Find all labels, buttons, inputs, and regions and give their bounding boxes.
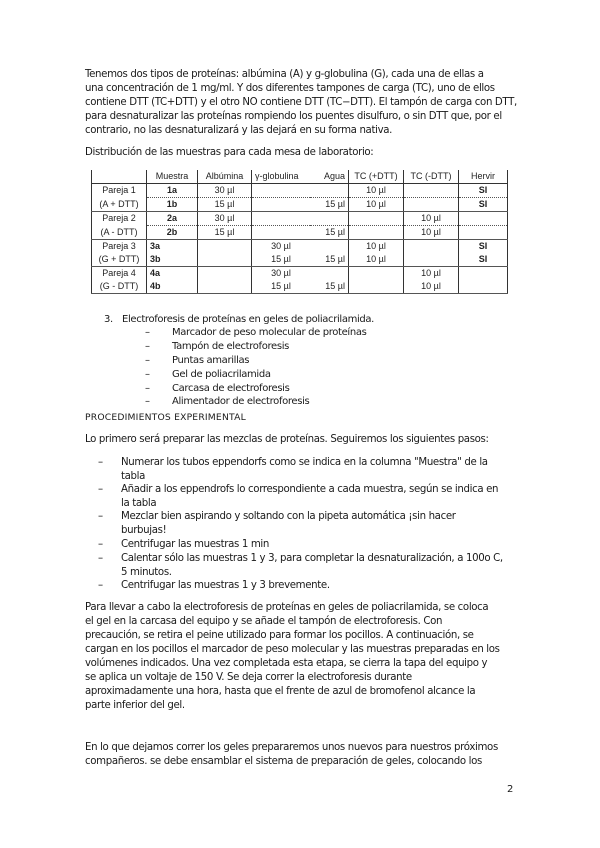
step-line: tabla: [121, 470, 146, 482]
cell-muestra: 3a: [147, 240, 198, 254]
material-text: Alimentador de electroforesis: [172, 396, 310, 407]
cell-agua: 15 µl: [310, 253, 349, 267]
header-agua: Agua: [310, 170, 349, 184]
cell-hervir: SI: [459, 253, 508, 267]
final-paragraph: [85, 741, 515, 769]
pair-label: Pareja 3: [92, 240, 147, 254]
cell-albumina: [198, 267, 252, 281]
text-line: el gel en la carcasa del equipo y se añade el tampón de electroforesis. Con: [85, 616, 443, 627]
material-text: Puntas amarillas: [172, 355, 250, 366]
cell-albumina: [198, 280, 252, 294]
cell-globulina: [252, 212, 311, 226]
text-line: parte inferior del gel.: [85, 700, 185, 711]
table-row: [92, 280, 508, 294]
cell-hervir: [459, 267, 508, 281]
list-number: 3.: [104, 314, 113, 325]
step-line: Añadir a los eppendrofs lo correspondiente a cada muestra, según se indica en: [121, 484, 499, 495]
text-line: En lo que dejamos correr los geles prepararemos unos nuevos para nuestros próximos: [85, 742, 498, 753]
material-text: Marcador de peso molecular de proteínas: [172, 327, 367, 338]
cell-tc-plus: [349, 226, 404, 240]
cell-tc-plus: 10 µl: [349, 253, 404, 267]
text-line: una concentración de 1 mg/ml. Y dos diferentes tampones de carga (TC), uno de ellos: [85, 83, 495, 94]
text-line: aproximadamente una hora, hasta que el frente de azul de bromofenol alcance la: [85, 686, 476, 697]
header-hervir: Hervir: [459, 170, 508, 184]
step-line: 5 minutos.: [121, 566, 172, 578]
cell-agua: 15 µl: [310, 226, 349, 240]
step-text: [121, 483, 498, 510]
step-line: Mezclar bien aspirando y soltando con la pipeta automática ¡sin hacer: [121, 511, 456, 522]
step-text: [121, 538, 269, 552]
cell-muestra: 4b: [147, 280, 198, 294]
cell-agua: [310, 267, 349, 281]
dash-bullet: –: [145, 355, 150, 366]
cell-globulina: [252, 198, 311, 212]
header-tc-plus-dtt: TC (+DTT): [349, 170, 404, 184]
section-heading: PROCEDIMIENTOS EXPERIMENTAL: [85, 412, 246, 423]
table-row: [92, 253, 508, 267]
text-line: se aplica un voltaje de 150 V. Se deja correr la electroforesis durante: [85, 672, 412, 683]
table-row: [92, 212, 508, 226]
table-row: [92, 198, 508, 212]
table-row: [92, 226, 508, 240]
dash-bullet: –: [145, 341, 150, 352]
header-globulina: γ-globulina: [252, 170, 311, 184]
step-line: Centrifugar las muestras 1 y 3 brevemente.: [121, 580, 330, 591]
table-header-row: [92, 170, 508, 184]
text-line: compañeros. se debe ensamblar el sistema de preparación de geles, colocando los: [85, 756, 482, 767]
dash-bullet: –: [98, 484, 103, 495]
condition-label: (G - DTT): [92, 280, 147, 294]
page-number: 2: [507, 784, 514, 795]
cell-globulina: [252, 184, 311, 198]
step-text: [121, 552, 503, 579]
cell-tc-minus: 10 µl: [404, 280, 459, 294]
intro-paragraph: [85, 68, 515, 138]
cell-hervir: [459, 226, 508, 240]
material-text: Gel de poliacrilamida: [172, 369, 271, 380]
cell-muestra: 2a: [147, 212, 198, 226]
cell-globulina: 15 µl: [252, 280, 311, 294]
cell-tc-plus: [349, 212, 404, 226]
material-text: Tampón de electroforesis: [172, 341, 289, 352]
cell-muestra: 4a: [147, 267, 198, 281]
cell-muestra: 1a: [147, 184, 198, 198]
header-cell-empty: [92, 170, 147, 184]
cell-tc-minus: [404, 240, 459, 254]
header-tc-minus-dtt: TC (-DTT): [404, 170, 459, 184]
cell-hervir: [459, 212, 508, 226]
cell-tc-plus: [349, 280, 404, 294]
cell-tc-plus: 10 µl: [349, 198, 404, 212]
text-line: cargan en los pocillos el marcador de peso molecular y las muestras preparadas en los: [85, 644, 500, 655]
sample-distribution-table: [91, 170, 508, 294]
step-text: [121, 456, 488, 483]
cell-muestra: 3b: [147, 253, 198, 267]
cell-agua: [310, 184, 349, 198]
cell-tc-plus: 10 µl: [349, 240, 404, 254]
condition-label: (A - DTT): [92, 226, 147, 240]
text-line: Para llevar a cabo la electroforesis de proteínas en geles de poliacrilamida, se coloca: [85, 602, 489, 613]
cell-hervir: [459, 280, 508, 294]
dash-bullet: –: [98, 553, 103, 564]
header-muestra: Muestra: [147, 170, 198, 184]
cell-tc-plus: 10 µl: [349, 184, 404, 198]
step-text: [121, 579, 330, 593]
cell-globulina: [252, 226, 311, 240]
cell-globulina: 30 µl: [252, 267, 311, 281]
cell-agua: [310, 212, 349, 226]
cell-globulina: 30 µl: [252, 240, 311, 254]
cell-tc-minus: 10 µl: [404, 212, 459, 226]
dash-bullet: –: [145, 327, 150, 338]
step-line: Centrifugar las muestras 1 min: [121, 539, 270, 550]
material-text: Carcasa de electroforesis: [172, 383, 290, 394]
cell-muestra: 2b: [147, 226, 198, 240]
condition-label: (A + DTT): [92, 198, 147, 212]
dash-bullet: –: [145, 383, 150, 394]
cell-hervir: SI: [459, 240, 508, 254]
text-line: para desnaturalizar las proteínas rompiendo los puentes disulfuro, o sin DTT que, por el: [85, 111, 502, 122]
step-line: burbujas!: [121, 524, 167, 536]
dash-bullet: –: [98, 580, 103, 591]
cell-agua: 15 µl: [310, 198, 349, 212]
text-line: Tenemos dos tipos de proteínas: albúmina (A) y g-globulina (G), cada una de ellas a: [85, 69, 484, 80]
procedure-intro: Lo primero será preparar las mezclas de proteínas. Seguiremos los siguientes pasos:: [85, 434, 489, 445]
cell-albumina: 15 µl: [198, 198, 252, 212]
cell-hervir: SI: [459, 184, 508, 198]
cell-albumina: 30 µl: [198, 184, 252, 198]
cell-tc-minus: 10 µl: [404, 226, 459, 240]
dash-bullet: –: [98, 457, 103, 468]
cell-tc-plus: [349, 267, 404, 281]
cell-agua: [310, 240, 349, 254]
dash-bullet: –: [98, 539, 103, 550]
cell-albumina: 30 µl: [198, 212, 252, 226]
table-row: [92, 267, 508, 281]
pair-label: Pareja 1: [92, 184, 147, 198]
condition-label: (G + DTT): [92, 253, 147, 267]
dash-bullet: –: [145, 369, 150, 380]
step-line: la tabla: [121, 497, 157, 509]
step-line: Numerar los tubos eppendorfs como se indica en la columna "Muestra" de la: [121, 457, 488, 468]
pair-label: Pareja 4: [92, 267, 147, 281]
table-caption: Distribución de las muestras para cada mesa de laboratorio:: [85, 147, 374, 158]
list-title: Electroforesis de proteínas en geles de poliacrilamida.: [122, 314, 375, 325]
cell-agua: 15 µl: [310, 280, 349, 294]
cell-globulina: 15 µl: [252, 253, 311, 267]
table-row: [92, 240, 508, 254]
cell-albumina: [198, 253, 252, 267]
step-text: [121, 510, 456, 537]
electrophoresis-paragraph: [85, 601, 515, 713]
cell-albumina: 15 µl: [198, 226, 252, 240]
cell-tc-minus: [404, 198, 459, 212]
dash-bullet: –: [98, 511, 103, 522]
text-line: contiene DTT (TC+DTT) y el otro NO contiene DTT (TC−DTT). El tampón de carga con DTT,: [85, 97, 517, 108]
step-line: Calentar sólo las muestras 1 y 3, para completar la desnaturalización, a 100o C,: [121, 553, 503, 564]
cell-tc-minus: [404, 184, 459, 198]
cell-tc-minus: 10 µl: [404, 267, 459, 281]
dash-bullet: –: [145, 396, 150, 407]
pair-label: Pareja 2: [92, 212, 147, 226]
cell-tc-minus: [404, 253, 459, 267]
table-row: [92, 184, 508, 198]
cell-muestra: 1b: [147, 198, 198, 212]
text-line: volúmenes indicados. Una vez completada esta etapa, se cierra la tapa del equipo y: [85, 658, 488, 669]
text-line: precaución, se retira el peine utilizado para formar los pocillos. A continuación, se: [85, 630, 474, 641]
header-albumina: Albúmina: [198, 170, 252, 184]
cell-hervir: SI: [459, 198, 508, 212]
text-line: contrario, no las desnaturalizará y las dejará en su forma nativa.: [85, 125, 393, 136]
cell-albumina: [198, 240, 252, 254]
